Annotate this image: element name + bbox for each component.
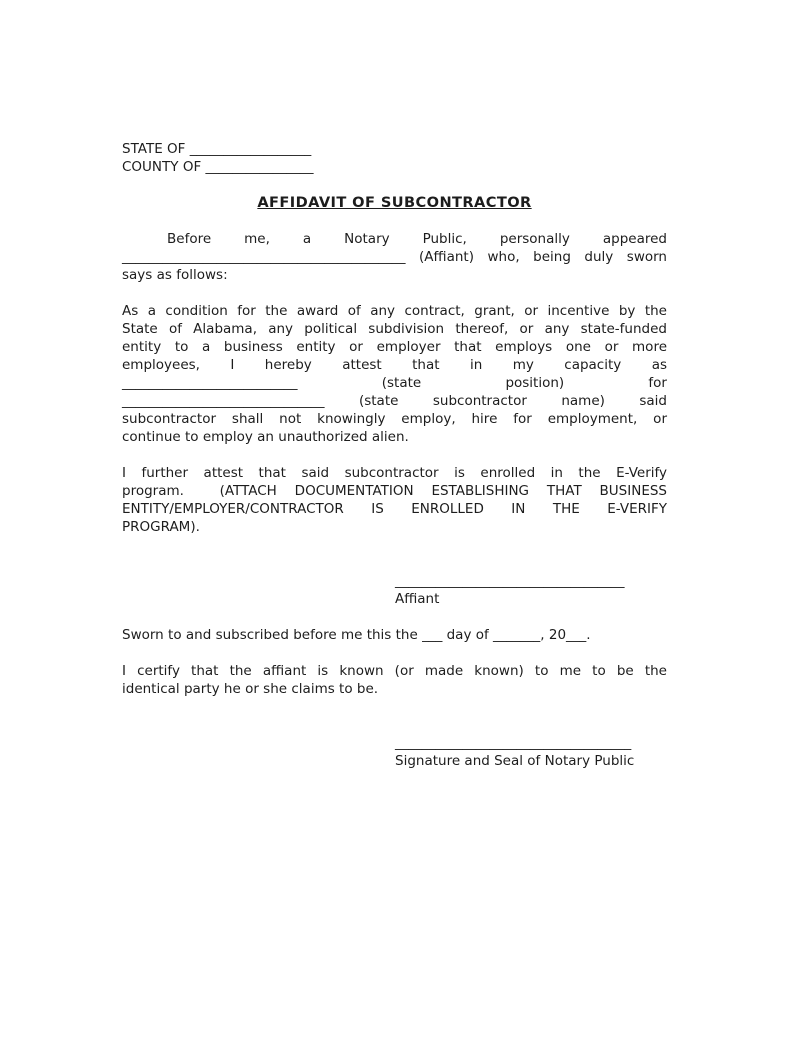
notary-label: Signature and Seal of Notary Public (395, 753, 635, 769)
condition-line-1: As a condition for the award of any contract, grant, or incentive by the (122, 303, 667, 319)
condition-line-8: continue to employ an unauthorized alien. (122, 429, 409, 445)
document-title-text: AFFIDAVIT OF SUBCONTRACTOR (257, 194, 532, 211)
state-of-line: STATE OF __________________ (122, 141, 312, 157)
affiant-signature-line: __________________________________ (395, 573, 625, 589)
intro-paragraph (122, 230, 667, 284)
document-title (122, 194, 667, 212)
certify-paragraph (122, 662, 667, 698)
condition-line-4: employees, I hereby attest that in my capacity as (122, 357, 667, 373)
everify-paragraph (122, 464, 667, 536)
notary-signature-line: ___________________________________ (395, 735, 632, 751)
everify-line-3: ENTITY/EMPLOYER/CONTRACTOR IS ENROLLED IN THE E-VERIFY (122, 501, 667, 517)
county-of-line: COUNTY OF ________________ (122, 159, 314, 175)
sworn-statement (122, 626, 667, 644)
affiant-signature-block (395, 572, 667, 608)
condition-line-6-subcontractor-blank: ______________________________ (state subcontractor name) said (122, 393, 667, 409)
everify-line-4: PROGRAM). (122, 519, 200, 535)
condition-paragraph (122, 302, 667, 446)
everify-line-2: program. (ATTACH DOCUMENTATION ESTABLISHING THAT BUSINESS (122, 483, 667, 499)
certify-line-1: I certify that the affiant is known (or made known) to me to be the (122, 663, 667, 679)
certify-line-2: identical party he or she claims to be. (122, 681, 379, 697)
intro-line-1: Before me, a Notary Public, personally appeared (167, 231, 667, 247)
sworn-line-date-blanks: Sworn to and subscribed before me this the ___ day of _______, 20___. (122, 627, 591, 643)
intro-line-3: says as follows: (122, 267, 228, 283)
everify-line-1: I further attest that said subcontractor is enrolled in the E-Verify (122, 465, 667, 481)
condition-line-2: State of Alabama, any political subdivision thereof, or any state-funded (122, 321, 667, 337)
condition-line-5-position-blank: __________________________ (state position) for (122, 375, 667, 391)
condition-line-3: entity to a business entity or employer that employs one or more (122, 339, 667, 355)
affiant-label: Affiant (395, 591, 440, 607)
notary-signature-block (395, 734, 667, 770)
condition-line-7: subcontractor shall not knowingly employ, hire for employment, or (122, 411, 667, 427)
intro-line-2-affiant-blank: __________________________________________ (Affiant) who, being duly sworn (122, 249, 667, 265)
